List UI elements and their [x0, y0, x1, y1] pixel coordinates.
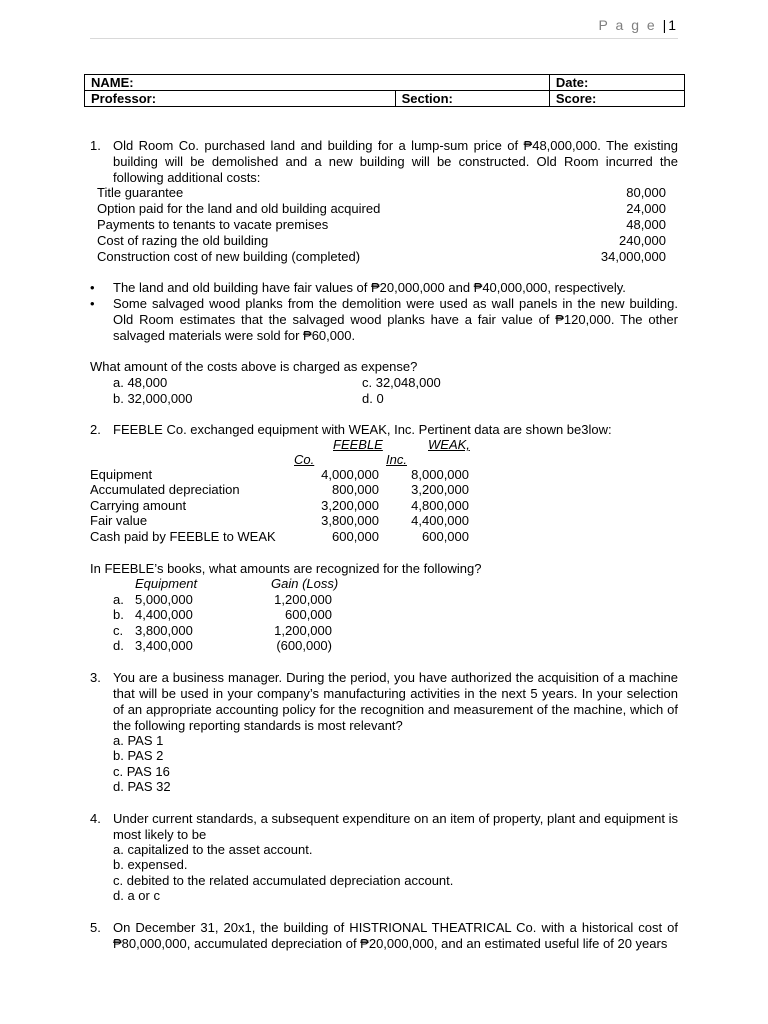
q2-choice-equipment-value: 3,400,000: [135, 638, 193, 654]
cost-label: Construction cost of new building (completed): [97, 249, 361, 264]
q2-choice-gain-value: 1,200,000: [274, 622, 332, 638]
q2-text: FEEBLE Co. exchanged equipment with WEAK, Inc. Pertinent data are shown be3low:: [113, 422, 612, 437]
q1-cost-list: [97, 185, 666, 265]
q2-col-weak-top: WEAK,: [428, 437, 470, 452]
cost-label: Title guarantee: [97, 185, 184, 200]
q1-question: What amount of the costs above is charged as expense?: [90, 359, 418, 374]
page-label: P a g e: [598, 17, 657, 33]
q1-bullet-2: Some salvaged wood planks from the demolition were used as wall panels in the new building. Old Room estimates that the salvaged wood planks have a fair value of ₱120,000. The other salvaged materials were sold for ₱60,000.: [113, 296, 678, 343]
page-header: [0, 17, 678, 33]
cost-label: Payments to tenants to vacate premises: [97, 217, 329, 232]
cost-value: 80,000: [626, 185, 666, 200]
cost-label: Option paid for the land and old building acquired: [97, 201, 381, 216]
q2-row-label: Cash paid by FEEBLE to WEAK: [90, 528, 276, 544]
section-cell: Section:: [395, 91, 549, 107]
student-info-table: [84, 74, 685, 107]
q2-head-equipment: Equipment: [135, 576, 198, 591]
q2-choice-letter: c.: [113, 622, 124, 638]
q1-choice-a: a. 48,000: [113, 375, 168, 390]
q2-choice-letter: d.: [113, 638, 124, 654]
q2-choice-gain: [262, 592, 332, 654]
cost-value: 240,000: [619, 233, 666, 248]
q4-choice: a. capitalized to the asset account.: [113, 842, 313, 857]
q2-choice-letter: b.: [113, 607, 124, 623]
q1-number: 1.: [90, 138, 101, 153]
q4-choice: c. debited to the related accumulated depreciation account.: [113, 872, 454, 888]
cost-value: 24,000: [626, 201, 666, 216]
q2-feeble-value: 3,800,000: [321, 513, 379, 529]
q4-choice: b. expensed.: [113, 857, 188, 873]
q2-row-label: Carrying amount: [90, 497, 187, 513]
q4-choice: d. a or c: [113, 888, 160, 904]
q2-row-label: Fair value: [90, 513, 148, 529]
q2-choice-equipment-value: 3,800,000: [135, 622, 193, 638]
page-separator: |: [662, 17, 669, 33]
q3-choice: d. PAS 32: [113, 779, 171, 795]
q2-choice-equipment-value: 4,400,000: [135, 607, 193, 623]
q2-question: In FEEBLE’s books, what amounts are recognized for the following?: [90, 561, 482, 576]
q2-col-weak-bottom: Inc.: [386, 452, 407, 467]
date-cell: Date:: [549, 75, 684, 91]
q2-weak-value: 600,000: [422, 528, 469, 544]
bullet-icon: •: [90, 280, 95, 295]
q4-number: 4.: [90, 811, 101, 826]
q2-choice-gain-value: 1,200,000: [274, 592, 332, 607]
q1-choice-d: d. 0: [362, 391, 384, 406]
q2-col-feeble-top: FEEBLE: [333, 437, 383, 452]
q2-feeble-value: 600,000: [332, 528, 379, 544]
cost-label: Cost of razing the old building: [97, 233, 269, 248]
bullet-icon: •: [90, 296, 95, 311]
name-cell: NAME:: [85, 75, 550, 91]
header-rule: [90, 38, 678, 39]
cost-row: [97, 249, 666, 265]
q4-text: Under current standards, a subsequent expenditure on an item of property, plant and equipment is most likely to be: [113, 811, 678, 842]
q2-feeble-values: [300, 467, 379, 544]
q2-feeble-value: 4,000,000: [321, 467, 379, 482]
q2-feeble-value: 800,000: [332, 482, 379, 498]
q2-weak-values: [390, 467, 469, 544]
q2-choice-gain-value: 600,000: [285, 607, 332, 623]
q2-choice-equipment: [135, 592, 193, 654]
page-number: 1: [668, 17, 678, 33]
q2-choice-letters: [113, 592, 124, 654]
q3-text: You are a business manager. During the period, you have authorized the acquisition of a machine that will be used in your company’s manufacturing activities in the next 5 years. In your selection of an appropriate accounting policy for the recognition and measurement of the machine, which of the following reporting standards is most relevant?: [113, 670, 678, 733]
q3-choice: a. PAS 1: [113, 733, 164, 748]
q2-choice-equipment-value: 5,000,000: [135, 592, 193, 607]
q2-weak-value: 8,000,000: [411, 467, 469, 482]
cost-row: [97, 185, 666, 201]
cost-row: [97, 217, 666, 233]
cost-value: 48,000: [626, 217, 666, 232]
q2-head-gain: Gain (Loss): [271, 576, 339, 591]
q1-text: Old Room Co. purchased land and building for a lump-sum price of ₱48,000,000. The existing building will be demolished and a new building will be constructed. Old Room incurred the following additional costs:: [113, 138, 678, 185]
q2-row-label: Accumulated depreciation: [90, 482, 240, 498]
q3-choice: c. PAS 16: [113, 763, 170, 779]
q2-number: 2.: [90, 422, 101, 437]
q1-choice-b: b. 32,000,000: [113, 391, 193, 406]
q2-weak-value: 3,200,000: [411, 482, 469, 498]
q2-col-feeble-bottom: Co.: [294, 452, 315, 467]
cost-value: 34,000,000: [600, 249, 666, 264]
q4-choices: [113, 842, 453, 904]
q5-number: 5.: [90, 920, 101, 935]
q2-choice-gain-value: (600,000): [276, 638, 332, 654]
q2-weak-value: 4,400,000: [411, 513, 469, 529]
q3-choice: b. PAS 2: [113, 748, 164, 764]
q5-text: On December 31, 20x1, the building of HISTRIONAL THEATRICAL Co. with a historical cost of ₱80,000,000, accumulated depreciation of ₱20,000,000, and an estimated useful life of 20 years: [113, 920, 678, 951]
professor-cell: Professor:: [85, 91, 396, 107]
q2-choice-letter: a.: [113, 592, 124, 607]
q2-feeble-value: 3,200,000: [321, 497, 379, 513]
q1-bullet-1: The land and old building have fair values of ₱20,000,000 and ₱40,000,000, respectively.: [113, 280, 626, 295]
cost-row: [97, 233, 666, 249]
q3-number: 3.: [90, 670, 101, 685]
q1-choice-c: c. 32,048,000: [362, 375, 441, 390]
cost-row: [97, 201, 666, 217]
q2-row-labels: [90, 467, 276, 544]
score-cell: Score:: [549, 91, 684, 107]
q2-row-label: Equipment: [90, 467, 153, 482]
q3-choices: [113, 733, 171, 795]
q2-weak-value: 4,800,000: [411, 497, 469, 513]
